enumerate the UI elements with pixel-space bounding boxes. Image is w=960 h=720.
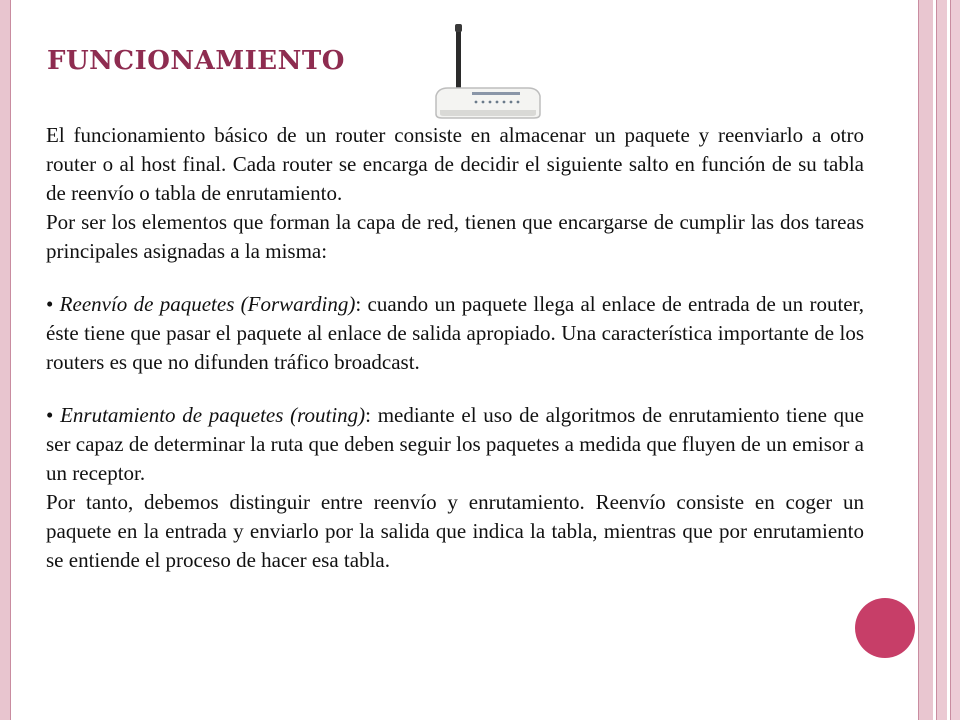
bullet-term-forwarding: Reenvío de paquetes (Forwarding) [59,292,356,316]
paragraph-conclusion: Por tanto, debemos distinguir entre reenvío y enrutamiento. Reenvío consiste en coger un paquete en la entrada y enviarlo por la salida que indica la tabla, mientras que por enrutamiento se entiende el proceso de hacer esa tabla. [46,490,864,572]
right-frame-bar [950,0,960,720]
paragraph-intro: El funcionamiento básico de un router consiste en almacenar un paquete y reenviarlo a otro router o al host final. Cada router se encarga de decidir el siguiente salto en función de su tabla de reenvío o tabla de enrutamiento. [46,123,864,205]
paragraph-tasks: Por ser los elementos que forman la capa de red, tienen que encargarse de cumplir las dos tareas principales asignadas a la misma: [46,210,864,263]
bullet-routing [46,401,864,488]
bullet-text-forwarding: : cuando un paquete llega al enlace de entrada de un router, éste tiene que pasar el paquete al enlace de salida apropiado. Una característica importante de los routers es que no difunden tráfico broadcast. [46,292,865,374]
bullet-term-routing: Enrutamiento de paquetes (routing) [60,403,366,427]
bullet-marker: • [46,403,54,427]
bullet-marker: • [46,292,54,316]
router-icon [428,22,543,122]
bullet-forwarding [46,290,864,377]
slide-title: FUNCIONAMIENTO [47,46,345,76]
left-frame-bar [0,0,11,720]
accent-circle [855,598,915,658]
slide-body [46,121,864,575]
bullet-text-routing: : mediante el uso de algoritmos de enrutamiento tiene que ser capaz de determinar la ruta que deben seguir los paquetes a medida que fluyen de un emisor a un receptor. [46,403,864,485]
right-frame-bar [936,0,947,720]
right-frame-bar [918,0,933,720]
